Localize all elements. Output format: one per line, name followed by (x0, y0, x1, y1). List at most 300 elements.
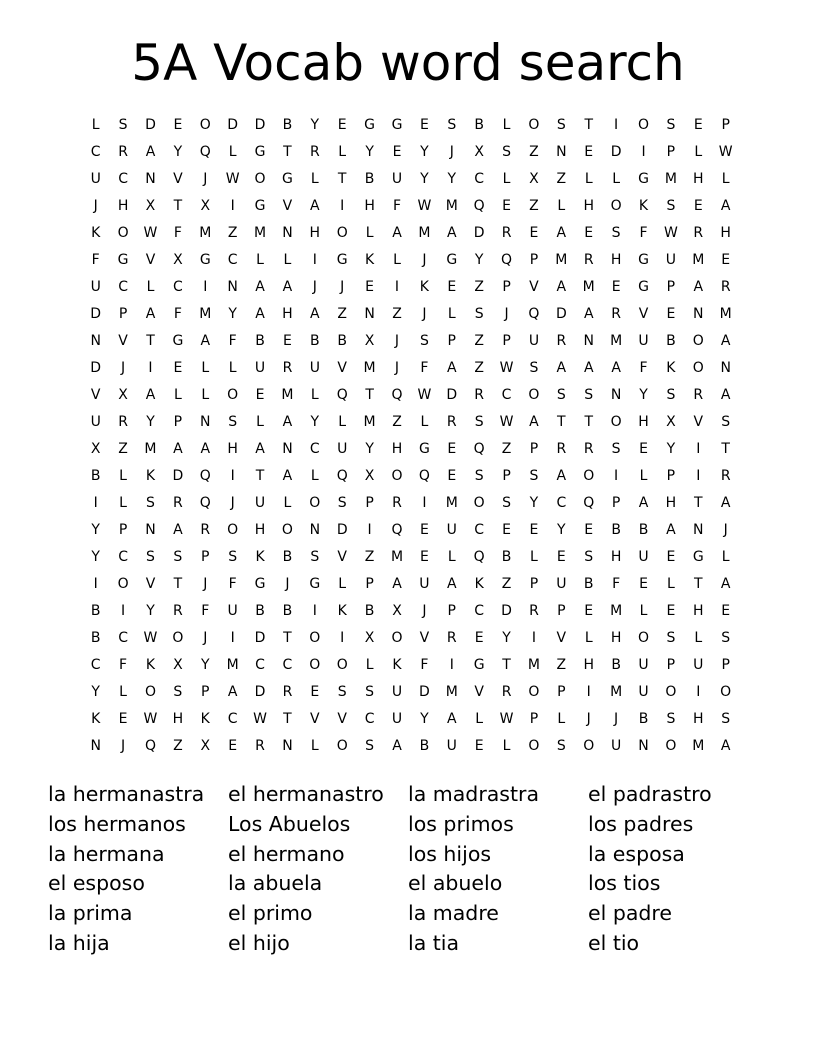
grid-letter: P (173, 414, 183, 430)
grid-letter: D (254, 630, 266, 646)
grid-letter: I (367, 522, 372, 538)
grid-letter: A (720, 495, 731, 511)
grid-letter: T (283, 144, 292, 160)
grid-letter: P (529, 441, 539, 457)
grid-letter: A (583, 306, 594, 322)
grid-letter: L (310, 387, 319, 403)
grid-letter: L (365, 657, 374, 673)
grid-letter: S (584, 387, 594, 403)
grid-letter: F (420, 657, 429, 673)
grid-letter: J (422, 252, 427, 268)
grid-letter: L (119, 495, 127, 511)
word-list (48, 780, 768, 959)
grid-letter: V (282, 198, 293, 214)
grid-letter: O (336, 225, 348, 241)
grid-letter: H (583, 198, 594, 214)
grid-letter: W (143, 630, 158, 646)
grid-letter: U (90, 279, 101, 295)
grid-letter: O (610, 414, 622, 430)
grid-letter: K (255, 549, 265, 565)
grid-letter: A (720, 576, 731, 592)
grid-row (82, 544, 740, 571)
word-list-item: el esposo (48, 871, 145, 896)
grid-letter: O (172, 630, 184, 646)
grid-letter: A (693, 279, 704, 295)
grid-letter: S (666, 387, 676, 403)
grid-letter: D (473, 225, 485, 241)
grid-letter: S (556, 387, 566, 403)
grid-letter: J (614, 711, 619, 727)
grid-letter: E (392, 144, 402, 160)
grid-letter: A (200, 333, 211, 349)
grid-letter: B (583, 576, 594, 592)
grid-letter: M (610, 603, 623, 619)
grid-letter: K (145, 468, 156, 484)
grid-letter: J (312, 279, 317, 295)
grid-letter: E (666, 549, 676, 565)
grid-letter: P (447, 333, 456, 349)
grid-letter: H (610, 630, 622, 646)
grid-letter: Y (91, 522, 100, 538)
grid-letter: E (447, 468, 457, 484)
grid-letter: P (118, 306, 128, 322)
grid-letter: L (666, 576, 675, 592)
grid-letter: K (666, 360, 676, 376)
grid-letter: A (583, 360, 594, 376)
grid-letter: L (584, 171, 593, 187)
grid-letter: A (666, 522, 676, 538)
grid-letter: R (693, 387, 704, 403)
grid-letter: N (145, 522, 156, 538)
grid-letter: L (557, 198, 566, 214)
grid-letter: L (119, 468, 127, 484)
grid-letter: P (529, 711, 539, 727)
grid-letter: F (612, 576, 621, 592)
grid-letter: L (475, 711, 484, 727)
grid-letter: O (610, 198, 622, 214)
grid-letter: A (556, 468, 567, 484)
grid-letter: V (556, 630, 567, 646)
grid-letter: H (610, 549, 622, 565)
grid-letter: I (340, 198, 345, 214)
grid-letter: P (502, 279, 511, 295)
grid-row (82, 193, 740, 220)
grid-letter: O (665, 738, 677, 754)
word-list-item: el padre (588, 901, 673, 926)
grid-letter: B (638, 522, 649, 538)
grid-letter: K (638, 198, 649, 214)
grid-letter: U (309, 360, 320, 376)
grid-letter: W (417, 198, 432, 214)
grid-letter: Z (556, 657, 567, 673)
grid-letter: E (255, 387, 265, 403)
grid-letter: B (90, 468, 101, 484)
grid-letter: J (285, 576, 290, 592)
grid-letter: H (693, 603, 704, 619)
grid-letter: J (449, 144, 454, 160)
grid-letter: T (255, 468, 265, 484)
grid-letter: J (723, 522, 728, 538)
grid-letter: M (610, 333, 623, 349)
grid-letter: N (282, 738, 293, 754)
grid-letter: H (665, 495, 677, 511)
grid-letter: Y (420, 144, 429, 160)
grid-letter: Q (583, 495, 595, 511)
grid-letter: L (310, 738, 319, 754)
grid-letter: U (227, 603, 238, 619)
grid-letter: E (173, 360, 183, 376)
grid-letter: L (557, 711, 566, 727)
grid-letter: U (90, 414, 101, 430)
grid-letter: H (172, 711, 184, 727)
grid-letter: C (501, 387, 512, 403)
grid-letter: E (173, 117, 183, 133)
grid-letter: U (638, 684, 649, 700)
grid-letter: O (117, 576, 129, 592)
grid-letter: U (254, 360, 266, 376)
grid-letter: Z (529, 144, 539, 160)
grid-letter: L (173, 387, 182, 403)
grid-letter: F (420, 360, 429, 376)
grid-letter: M (390, 549, 404, 565)
grid-letter: N (693, 522, 704, 538)
grid-letter: E (419, 522, 429, 538)
grid-letter: Y (91, 684, 100, 700)
word-list-item: el hermanastro (228, 782, 384, 806)
grid-letter: G (391, 117, 403, 133)
grid-letter: I (340, 630, 345, 646)
grid-letter: Y (91, 549, 100, 565)
grid-letter: L (447, 306, 456, 322)
grid-letter: E (474, 630, 484, 646)
grid-letter: L (694, 144, 703, 160)
word-list-item: la abuela (228, 871, 323, 896)
grid-letter: J (121, 738, 126, 754)
grid-letter: R (583, 252, 594, 268)
grid-letter: U (528, 333, 540, 349)
grid-row (82, 706, 740, 733)
grid-letter: H (309, 225, 321, 241)
grid-letter: G (117, 252, 129, 268)
grid-letter: B (255, 333, 265, 349)
grid-letter: V (474, 684, 484, 700)
grid-letter: I (422, 495, 427, 511)
grid-letter: A (255, 279, 265, 295)
grid-letter: G (309, 576, 321, 592)
word-list-item: la hija (48, 930, 110, 955)
grid-letter: P (529, 252, 539, 268)
grid-letter: C (90, 144, 101, 160)
grid-letter: J (394, 333, 400, 349)
grid-letter: A (556, 279, 567, 295)
grid-letter: L (201, 360, 210, 376)
word-list-item: el padrastro (588, 782, 712, 806)
grid-letter: O (281, 522, 293, 538)
grid-letter: B (638, 711, 649, 727)
grid-letter: L (612, 171, 621, 187)
grid-letter: E (118, 711, 128, 727)
grid-letter: E (639, 576, 648, 592)
grid-row (82, 328, 740, 355)
grid-letter: A (282, 414, 293, 430)
grid-letter: G (446, 252, 458, 268)
grid-letter: D (336, 522, 348, 538)
grid-letter: R (255, 738, 265, 754)
grid-letter: Z (501, 576, 512, 592)
word-list-item: el hijo (228, 930, 290, 955)
grid-letter: B (611, 522, 621, 538)
grid-letter: R (529, 603, 539, 619)
grid-letter: L (639, 468, 648, 484)
grid-letter: U (419, 576, 430, 592)
grid-row (82, 409, 740, 436)
grid-letter: O (391, 630, 403, 646)
grid-letter: A (446, 225, 457, 241)
grid-letter: S (529, 468, 539, 484)
grid-letter: B (90, 630, 101, 646)
grid-letter: S (611, 441, 621, 457)
grid-row (82, 355, 740, 382)
grid-letter: Q (199, 468, 211, 484)
grid-letter: X (173, 252, 183, 268)
grid-letter: N (364, 306, 375, 322)
grid-letter: W (143, 225, 158, 241)
grid-letter: L (310, 468, 319, 484)
word-list-item: la hermanastra (48, 782, 205, 806)
grid-letter: F (392, 198, 402, 214)
grid-letter: D (145, 117, 156, 133)
grid-letter: F (201, 603, 210, 619)
grid-letter: N (583, 333, 594, 349)
grid-letter: G (172, 333, 184, 349)
grid-letter: H (227, 441, 238, 457)
grid-letter: Y (420, 171, 429, 187)
grid-letter: K (365, 252, 375, 268)
grid-letter: P (666, 144, 676, 160)
grid-letter: F (639, 360, 648, 376)
grid-letter: S (474, 414, 484, 430)
grid-letter: X (364, 333, 375, 349)
grid-letter: O (117, 225, 129, 241)
grid-letter: H (254, 522, 266, 538)
grid-letter: S (666, 630, 676, 646)
grid-letter: R (693, 225, 704, 241)
grid-letter: J (394, 360, 400, 376)
grid-letter: B (364, 171, 375, 187)
grid-letter: V (310, 711, 320, 727)
grid-letter: D (446, 387, 458, 403)
grid-letter: S (502, 495, 511, 511)
grid-letter: N (556, 144, 567, 160)
grid-letter: L (338, 144, 347, 160)
grid-letter: N (693, 306, 704, 322)
grid-letter: R (173, 603, 183, 619)
grid-letter: X (145, 198, 156, 214)
grid-letter: L (256, 252, 264, 268)
grid-letter: E (529, 522, 539, 538)
grid-letter: Y (365, 144, 374, 160)
grid-letter: V (337, 360, 347, 376)
grid-letter: U (90, 171, 101, 187)
grid-letter: M (363, 414, 376, 430)
grid-letter: I (696, 468, 701, 484)
grid-letter: E (447, 441, 457, 457)
grid-letter: C (364, 711, 375, 727)
grid-letter: F (119, 657, 128, 673)
grid-letter: W (499, 414, 514, 430)
grid-letter: P (502, 333, 511, 349)
grid-letter: N (720, 360, 731, 376)
grid-letter: M (363, 360, 376, 376)
grid-letter: P (201, 549, 210, 565)
grid-letter: I (696, 441, 701, 457)
grid-letter: G (692, 549, 704, 565)
grid-letter: S (584, 549, 594, 565)
grid-letter: H (282, 306, 293, 322)
grid-row (82, 139, 740, 166)
grid-letter: C (255, 657, 265, 673)
grid-letter: Z (364, 549, 375, 565)
grid-letter: J (340, 279, 345, 295)
grid-letter: U (556, 576, 567, 592)
grid-letter: G (254, 144, 266, 160)
grid-letter: Y (200, 657, 210, 673)
grid-letter: U (638, 549, 649, 565)
grid-letter: R (501, 225, 512, 241)
grid-letter: D (254, 684, 266, 700)
grid-letter: M (692, 738, 705, 754)
grid-letter: S (666, 711, 676, 727)
grid-letter: L (447, 549, 456, 565)
grid-letter: N (145, 171, 156, 187)
grid-letter: E (584, 603, 594, 619)
grid-row (82, 382, 740, 409)
grid-letter: M (555, 252, 568, 268)
grid-letter: E (365, 279, 375, 295)
grid-letter: L (721, 549, 730, 565)
grid-letter: B (501, 549, 512, 565)
grid-letter: H (693, 171, 704, 187)
grid-letter: N (227, 279, 238, 295)
grid-letter: S (146, 549, 155, 565)
grid-letter: A (720, 333, 731, 349)
grid-letter: N (282, 225, 293, 241)
grid-letter: R (556, 441, 567, 457)
letter-grid (82, 112, 740, 760)
grid-letter: H (638, 414, 649, 430)
grid-letter: E (502, 522, 511, 538)
grid-letter: I (696, 684, 701, 700)
grid-letter: C (309, 441, 320, 457)
grid-letter: Y (365, 441, 374, 457)
grid-letter: S (611, 225, 621, 241)
grid-letter: D (254, 117, 266, 133)
grid-letter: C (227, 711, 238, 727)
grid-letter: J (422, 603, 427, 619)
grid-letter: C (474, 522, 485, 538)
grid-letter: I (230, 468, 235, 484)
word-list-item: la hermana (48, 841, 165, 866)
grid-letter: G (638, 171, 649, 187)
grid-letter: T (173, 198, 183, 214)
grid-row (82, 463, 740, 490)
grid-letter: V (145, 576, 156, 592)
grid-letter: R (200, 522, 211, 538)
grid-letter: R (173, 495, 183, 511)
word-list-item: la madre (408, 901, 499, 926)
grid-letter: K (419, 279, 429, 295)
grid-letter: M (253, 225, 267, 241)
grid-letter: O (583, 738, 595, 754)
grid-letter: X (529, 171, 539, 187)
grid-letter: D (227, 117, 239, 133)
grid-letter: H (117, 198, 129, 214)
grid-letter: H (720, 225, 731, 241)
grid-letter: I (121, 603, 126, 619)
grid-letter: V (118, 333, 128, 349)
grid-letter: Y (639, 387, 648, 403)
grid-letter: L (365, 225, 374, 241)
grid-letter: X (392, 603, 402, 619)
grid-letter: B (282, 549, 293, 565)
grid-letter: S (666, 117, 676, 133)
grid-letter: A (310, 198, 320, 214)
grid-letter: V (173, 171, 183, 187)
grid-letter: G (418, 441, 430, 457)
grid-letter: C (474, 603, 485, 619)
grid-letter: N (282, 441, 293, 457)
grid-letter: V (145, 252, 156, 268)
grid-letter: P (529, 576, 539, 592)
grid-letter: E (310, 684, 320, 700)
grid-letter: S (337, 495, 347, 511)
grid-letter: F (173, 225, 182, 241)
word-list-item: el abuelo (408, 871, 503, 896)
grid-letter: D (90, 360, 102, 376)
grid-letter: S (447, 117, 457, 133)
grid-letter: N (200, 414, 211, 430)
grid-letter: N (610, 387, 622, 403)
grid-letter: R (720, 279, 731, 295)
grid-letter: R (556, 333, 567, 349)
grid-letter: Q (144, 738, 156, 754)
grid-letter: P (447, 603, 456, 619)
grid-letter: J (203, 171, 208, 187)
grid-letter: R (501, 684, 512, 700)
grid-letter: A (173, 441, 183, 457)
grid-letter: L (584, 630, 593, 646)
grid-letter: T (584, 414, 593, 430)
grid-letter: I (586, 684, 591, 700)
grid-letter: O (665, 684, 677, 700)
grid-letter: A (720, 198, 731, 214)
word-list-item: el primo (228, 901, 313, 926)
grid-letter: E (283, 333, 292, 349)
grid-letter: W (718, 144, 733, 160)
grid-letter: A (227, 684, 238, 700)
grid-row (82, 517, 740, 544)
grid-letter: A (282, 468, 293, 484)
grid-letter: S (337, 684, 347, 700)
grid-letter: R (118, 144, 128, 160)
grid-letter: Y (502, 630, 511, 646)
grid-letter: L (338, 576, 347, 592)
grid-letter: K (200, 711, 210, 727)
grid-letter: Q (391, 387, 403, 403)
grid-letter: R (392, 495, 402, 511)
grid-letter: A (720, 387, 731, 403)
grid-row (82, 490, 740, 517)
